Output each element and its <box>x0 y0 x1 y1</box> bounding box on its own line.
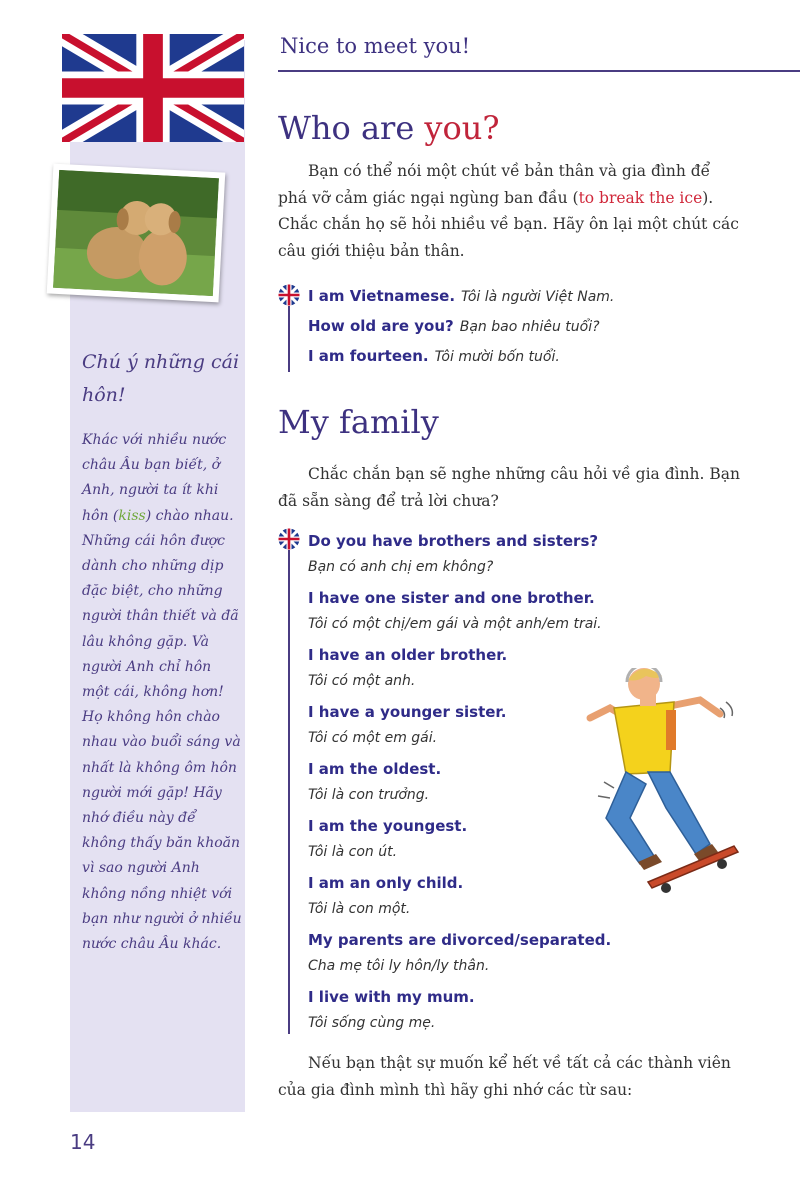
uk-badge-icon <box>278 284 300 306</box>
phrase-row: I am Vietnamese. Tôi là người Việt Nam. <box>308 287 615 305</box>
phrase-item: My parents are divorced/separated. Cha mẹ tôi ly hôn/ly thân. <box>308 931 612 974</box>
phrase-rule <box>288 306 290 372</box>
phrase-item: I am an only child. Tôi là con một. <box>308 874 464 917</box>
phrase-row: How old are you? Bạn bao nhiêu tuổi? <box>308 317 600 335</box>
header-divider <box>278 70 800 72</box>
dogs-photo <box>47 164 226 303</box>
kiss-word: kiss <box>118 507 146 524</box>
phrase-list <box>308 284 708 374</box>
phrase-item: I have one sister and one brother. Tôi có một chị/em gái và một anh/em trai. <box>308 589 602 632</box>
section2-intro: Chắc chắn bạn sẽ nghe những câu hỏi về gia đình. Bạn đã sẵn sàng để trả lời chưa? <box>278 465 741 510</box>
phrase-item: I am the oldest. Tôi là con trưởng. <box>308 760 442 803</box>
phrase-block-intro <box>278 284 698 376</box>
uk-badge-icon <box>278 528 300 550</box>
note-title: Chú ý những cái hôn! <box>82 351 240 406</box>
skater-boy-illustration <box>570 668 750 898</box>
phrase-rule <box>288 550 290 1034</box>
phrase-item: I have an older brother. Tôi có một anh. <box>308 646 508 689</box>
note-body: Khác với nhiều nước châu Âu bạn biết, ở Anh, người ta ít khi hôn (kiss) chào nhau. Những cái hôn được dành cho những dịp đặc biệt, cho những người thân thiết và đã lâu không gặp. Và người Anh chỉ hôn một cái, không hơn! Họ không hôn chào nhau vào buổi sáng và nhất là không ôm hôn người mới gặp! Hãy nhớ điều này để không thấy băn khoăn vì sao người Anh không nồng nhiệt với bạn như người ở nhiều nước châu Âu khác. <box>82 432 242 953</box>
phrase-item: I am the youngest. Tôi là con út. <box>308 817 468 860</box>
phrase-item: I live with my mum. Tôi sống cùng mẹ. <box>308 988 475 1031</box>
section-title-who-are-you: Who are you? <box>278 109 500 147</box>
phrase-item: Do you have brothers and sisters? Bạn có anh chị em không? <box>308 532 599 575</box>
section2-closing: Nếu bạn thật sự muốn kể hết về tất cả các thành viên của gia đình mình thì hãy ghi nhớ các từ sau: <box>278 1054 731 1099</box>
phrase-item: I have a younger sister. Tôi có một em gái. <box>308 703 507 746</box>
uk-flag-icon <box>62 34 244 142</box>
section1-intro: Bạn có thể nói một chút về bản thân và gia đình để phá vỡ cảm giác ngại ngùng ban đầu (to break the ice). Chắc chắn họ sẽ hỏi nhiều về bạn. Hãy ôn lại một chút các câu giới thiệu bản thân. <box>278 162 739 260</box>
phrase-row: I am fourteen. Tôi mười bốn tuổi. <box>308 347 560 365</box>
chapter-header: Nice to meet you! <box>280 34 471 58</box>
section-title-my-family: My family <box>278 403 439 441</box>
page-number: 14 <box>70 1130 96 1154</box>
